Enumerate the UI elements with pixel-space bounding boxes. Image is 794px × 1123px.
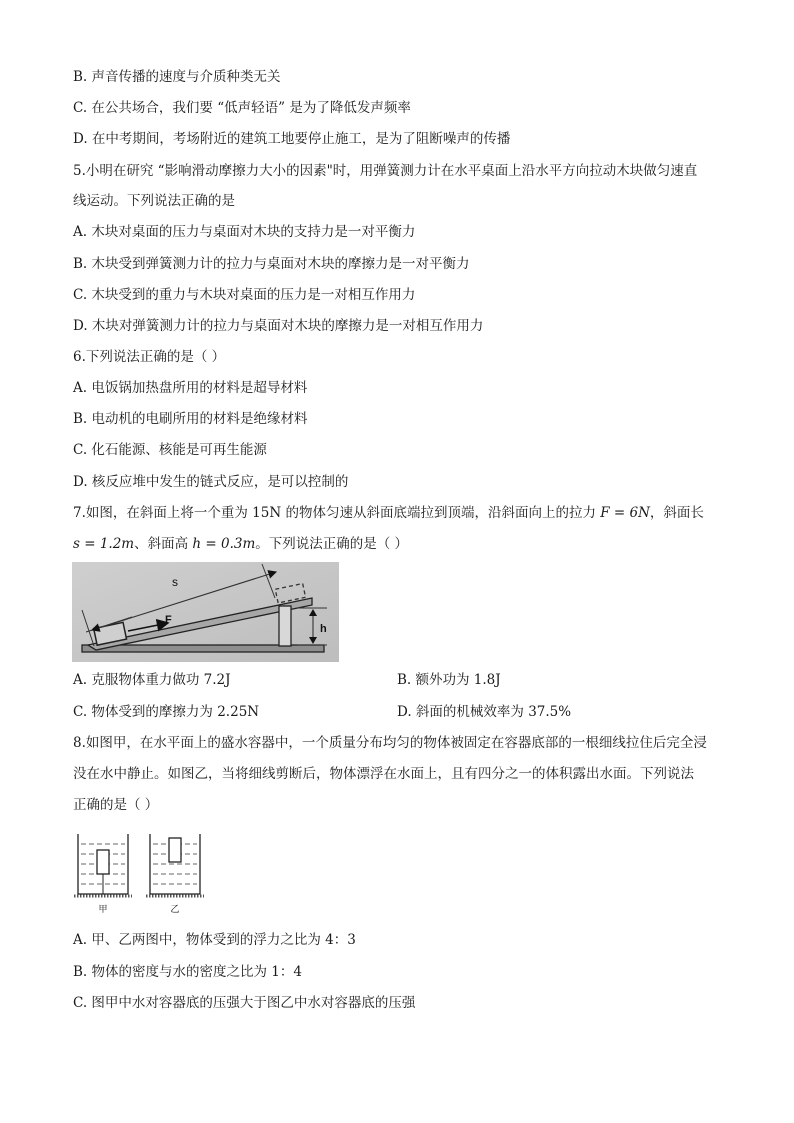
q7-height-value: h = 0.3m [192,536,256,552]
q8-stem-line3: 正确的是（ ） [73,797,159,813]
q5-option-d: D. 木块对弹簧测力计的拉力与桌面对木块的摩擦力是一对相互作用力 [73,318,484,334]
q7-option-a: A. 克服物体重力做功 7.2J [73,672,231,688]
q6-option-b: B. 电动机的电刷所用的材料是绝缘材料 [73,411,308,427]
q5-option-b: B. 木块受到弹簧测力计的拉力与桌面对木块的摩擦力是一对平衡力 [73,256,470,272]
q8-option-a: A. 甲、乙两图中，物体受到的浮力之比为 4：3 [73,932,356,948]
fig-label-s: s [172,575,178,589]
q7-stem-text-mid: 、斜面高 [134,536,193,552]
q8-option-b: B. 物体的密度与水的密度之比为 1：4 [73,964,302,980]
q7-length-value: s = 1.2m [73,536,135,552]
q7-stem-text: 7.如图，在斜面上将一个重为 15N 的物体匀速从斜面底端拉到顶端，沿斜面向上的拉力 [73,505,601,521]
container-yi [146,834,204,896]
q6-option-a: A. 电饭锅加热盘所用的材料是超导材料 [73,380,308,396]
fig-label-yi: 乙 [170,905,180,915]
q7-option-b: B. 额外功为 1.8J [397,672,501,688]
q7-stem-line2 [73,534,408,554]
q7-force-value: F = 6N [600,505,650,521]
incline-figure [72,562,339,662]
q7-option-c: C. 物体受到的摩擦力为 2.25N [73,704,260,720]
q6-stem: 6.下列说法正确的是（ ） [73,349,226,365]
containers-figure [72,828,212,916]
q8-stem-line1: 8.如图甲，在水平面上的盛水容器中，一个质量分布均匀的物体被固定在容器底部的一根细线拉住后完全浸 [73,735,707,751]
q4-option-d: D. 在中考期间，考场附近的建筑工地要停止施工，是为了阻断噪声的传播 [73,131,511,147]
q5-option-a: A. 木块对桌面的压力与桌面对木块的支持力是一对平衡力 [73,224,416,240]
q5-stem-line1: 5.小明在研究 “影响滑动摩擦力大小的因素"时，用弹簧测力计在水平桌面上沿水平方向拉动木块做匀速直 [73,163,698,179]
q6-option-c: C. 化石能源、核能是可再生能源 [73,442,267,458]
q6-option-d: D. 核反应堆中发生的链式反应，是可以控制的 [73,474,349,490]
q7-stem-line1 [73,503,704,523]
container-jia [74,834,132,896]
fig-label-f: F [165,614,172,626]
q7-stem-text-tail: ，斜面长 [649,505,704,521]
fig-label-jia: 甲 [98,905,108,915]
q5-stem-line2: 线运动。下列说法正确的是 [73,193,235,209]
q4-option-b: B. 声音传播的速度与介质种类无关 [73,69,281,85]
q8-stem-line2: 没在水中静止。如图乙，当将细线剪断后，物体漂浮在水面上，且有四分之一的体积露出水面。下列说法 [73,766,694,782]
q8-option-c: C. 图甲中水对容器底的压强大于图乙中水对容器底的压强 [73,995,416,1011]
fig-label-h: h [320,623,327,635]
q4-option-c: C. 在公共场合，我们要 “低声轻语” 是为了降低发声频率 [73,100,411,116]
q7-stem-text-end: 。下列说法正确的是（ ） [255,536,409,552]
q5-option-c: C. 木块受到的重力与木块对桌面的压力是一对相互作用力 [73,287,416,303]
q7-option-d: D. 斜面的机械效率为 37.5% [397,704,572,720]
